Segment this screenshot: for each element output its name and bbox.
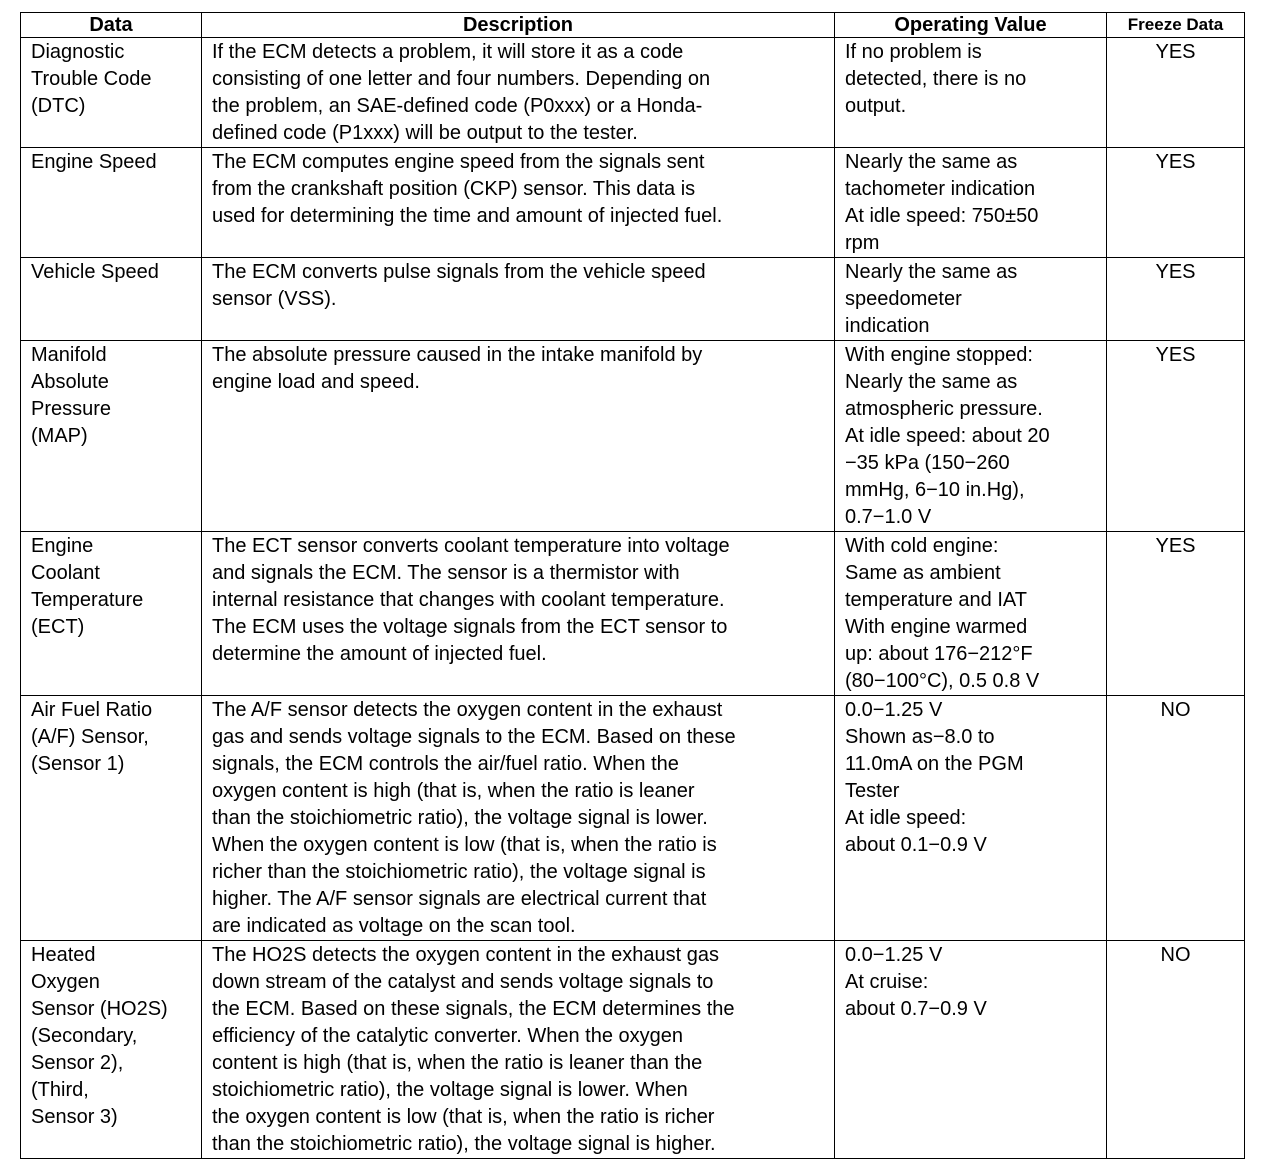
table-row bbox=[21, 941, 1245, 1159]
freeze-data-cell: NO bbox=[1107, 941, 1245, 1159]
data-cell: Diagnostic Trouble Code (DTC) bbox=[21, 38, 202, 148]
operating-value-cell: 0.0−1.25 V At cruise: about 0.7−0.9 V bbox=[835, 941, 1107, 1159]
table-row bbox=[21, 38, 1245, 148]
freeze-data-cell: YES bbox=[1107, 148, 1245, 258]
data-cell: Heated Oxygen Sensor (HO2S) (Secondary, Sensor 2), (Third, Sensor 3) bbox=[21, 941, 202, 1159]
description-cell: The HO2S detects the oxygen content in the exhaust gas down stream of the catalyst and sends voltage signals to the ECM. Based on these signals, the ECM determines the efficiency of the catalytic converter. When the oxygen content is high (that is, when the ratio is leaner than the stoichiometric ratio), the voltage signal is lower. When the oxygen content is low (that is, when the ratio is richer than the stoichiometric ratio), the voltage signal is higher. bbox=[202, 941, 835, 1159]
header-data: Data bbox=[21, 13, 202, 38]
description-cell: The absolute pressure caused in the intake manifold by engine load and speed. bbox=[202, 341, 835, 532]
operating-value-cell: If no problem is detected, there is no output. bbox=[835, 38, 1107, 148]
data-cell: Engine Speed bbox=[21, 148, 202, 258]
description-cell: The ECM computes engine speed from the signals sent from the crankshaft position (CKP) sensor. This data is used for determining the time and amount of injected fuel. bbox=[202, 148, 835, 258]
table-row bbox=[21, 148, 1245, 258]
description-cell: The A/F sensor detects the oxygen content in the exhaust gas and sends voltage signals to the ECM. Based on these signals, the ECM controls the air/fuel ratio. When the oxygen content is high (that is, when the ratio is leaner than the stoichiometric ratio), the voltage signal is lower. When the oxygen content is low (that is, when the ratio is richer than the stoichiometric ratio), the voltage signal is higher. The A/F sensor signals are electrical current that are indicated as voltage on the scan tool. bbox=[202, 696, 835, 941]
freeze-data-cell: NO bbox=[1107, 696, 1245, 941]
description-cell: If the ECM detects a problem, it will store it as a code consisting of one letter and four numbers. Depending on the problem, an SAE-defined code (P0xxx) or a Honda- defined code (P1xxx) will be output to the tester. bbox=[202, 38, 835, 148]
operating-value-cell: With cold engine: Same as ambient temperature and IAT With engine warmed up: about 176−212°F (80−100°C), 0.5 0.8 V bbox=[835, 532, 1107, 696]
data-cell: Air Fuel Ratio (A/F) Sensor, (Sensor 1) bbox=[21, 696, 202, 941]
operating-value-cell: 0.0−1.25 V Shown as−8.0 to 11.0mA on the PGM Tester At idle speed: about 0.1−0.9 V bbox=[835, 696, 1107, 941]
description-cell: The ECT sensor converts coolant temperature into voltage and signals the ECM. The sensor is a thermistor with internal resistance that changes with coolant temperature. The ECM uses the voltage signals from the ECT sensor to determine the amount of injected fuel. bbox=[202, 532, 835, 696]
description-cell: The ECM converts pulse signals from the vehicle speed sensor (VSS). bbox=[202, 258, 835, 341]
data-cell: Engine Coolant Temperature (ECT) bbox=[21, 532, 202, 696]
table-row bbox=[21, 696, 1245, 941]
table-row bbox=[21, 341, 1245, 532]
data-cell: Manifold Absolute Pressure (MAP) bbox=[21, 341, 202, 532]
header-description: Description bbox=[202, 13, 835, 38]
operating-value-cell: Nearly the same as speedometer indication bbox=[835, 258, 1107, 341]
operating-value-cell: Nearly the same as tachometer indication At idle speed: 750±50 rpm bbox=[835, 148, 1107, 258]
freeze-data-cell: YES bbox=[1107, 38, 1245, 148]
data-table bbox=[20, 12, 1245, 1159]
table-row bbox=[21, 258, 1245, 341]
freeze-data-cell: YES bbox=[1107, 258, 1245, 341]
freeze-data-cell: YES bbox=[1107, 532, 1245, 696]
header-row bbox=[21, 13, 1245, 38]
operating-value-cell: With engine stopped: Nearly the same as atmospheric pressure. At idle speed: about 20 −35 kPa (150−260 mmHg, 6−10 in.Hg), 0.7−1.0 V bbox=[835, 341, 1107, 532]
data-cell: Vehicle Speed bbox=[21, 258, 202, 341]
header-operating-value: Operating Value bbox=[835, 13, 1107, 38]
header-freeze-data: Freeze Data bbox=[1107, 13, 1245, 38]
table-row bbox=[21, 532, 1245, 696]
freeze-data-cell: YES bbox=[1107, 341, 1245, 532]
